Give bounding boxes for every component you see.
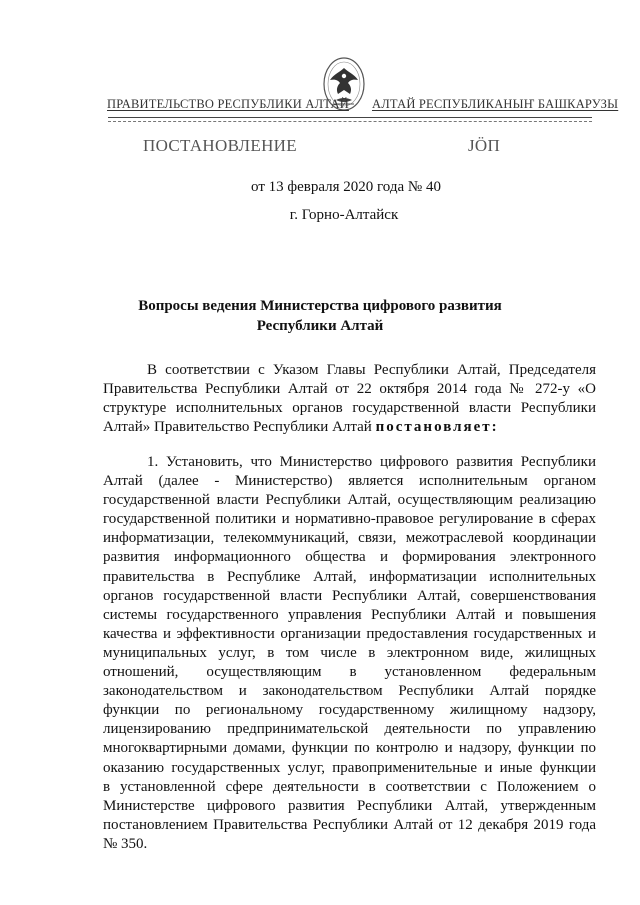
text-line xyxy=(103,418,596,437)
text-line: муниципальных услуг, в том числе в электронном виде, жилищных xyxy=(103,644,596,661)
decree-word: постановляет: xyxy=(375,419,499,436)
header-rule-dashed xyxy=(108,121,592,122)
document-type-russian: ПОСТАНОВЛЕНИЕ xyxy=(143,136,297,155)
text-line: В соответствии с Указом Главы Республики Алтай, Председателя xyxy=(147,362,596,378)
text-line: развития информационного общества и формирования электронного xyxy=(103,549,596,566)
text-line: информатизации, телекоммуникаций, связи, межотраслевой координации xyxy=(103,530,596,547)
paragraph-1 xyxy=(103,453,596,854)
text-line: системы государственного управления Республики Алтай и повышения xyxy=(103,606,596,623)
text-line: Алтай (далее - Министерство) является исполнительным органом xyxy=(103,473,596,490)
government-name-altai: АЛТАЙ РЕСПУБЛИКАНЫҤ БАШКАРУЗЫ xyxy=(372,97,619,111)
text-line: постановлением Правительства Республики Алтай от 12 декабря 2019 года xyxy=(103,816,596,833)
text-line: в установленной сфере деятельности в соответствии с Положением о xyxy=(103,778,596,795)
text-line: лицензированию предпринимательской деятельности по управлению xyxy=(103,721,596,738)
preamble-paragraph xyxy=(103,361,596,437)
document-city: г. Горно-Алтайск xyxy=(289,207,399,223)
text-line: оказанию государственных услуг, правоприменительные и иные функции xyxy=(103,759,596,776)
text-line: отношений, осуществляющим в установленном федеральным xyxy=(103,664,596,681)
text-line: качества и эффективности организации предоставления государственных и xyxy=(103,625,596,642)
government-name-russian: ПРАВИТЕЛЬСТВО РЕСПУБЛИКИ АЛТАЙ xyxy=(107,97,349,111)
text-line: правительства в Республике Алтай, информатизации исполнительных xyxy=(103,568,596,585)
title-line: Вопросы ведения Министерства цифрового развития xyxy=(138,298,502,314)
text-fragment: Алтай» Правительство Республики Алтай xyxy=(103,419,372,436)
text-line: государственной власти Республики Алтай, осуществляющим реализацию xyxy=(103,492,596,509)
text-line: государственной политики и нормативно-правовое регулирование в сферах xyxy=(103,511,596,528)
text-line: № 350. xyxy=(103,835,148,852)
text-line: законодательством и законодательством Республики Алтай порядке xyxy=(103,683,596,700)
text-line: Правительства Республики Алтай от 22 октября 2014 года № 272-у «О xyxy=(103,381,596,398)
text-line: функции по региональному государственному жилищному надзору, xyxy=(103,702,596,719)
text-line: структуре исполнительных органов государственной власти Республики xyxy=(103,400,596,417)
text-line: Министерстве цифрового развития Республики Алтай, утвержденным xyxy=(103,797,596,814)
document-date-number: от 13 февраля 2020 года № 40 xyxy=(251,179,441,195)
text-line: 1. Установить, что Министерство цифрового развития Республики xyxy=(147,454,596,470)
document-type-altai: ЈӦП xyxy=(468,136,501,155)
text-line: органов государственной власти Республики Алтай, совершенствования xyxy=(103,587,596,604)
text-line: многоквартирными домами, функции по контролю и надзору, функции по xyxy=(103,740,596,757)
header-rule xyxy=(108,117,592,118)
document-title xyxy=(0,296,640,336)
title-line: Республики Алтай xyxy=(256,318,384,334)
